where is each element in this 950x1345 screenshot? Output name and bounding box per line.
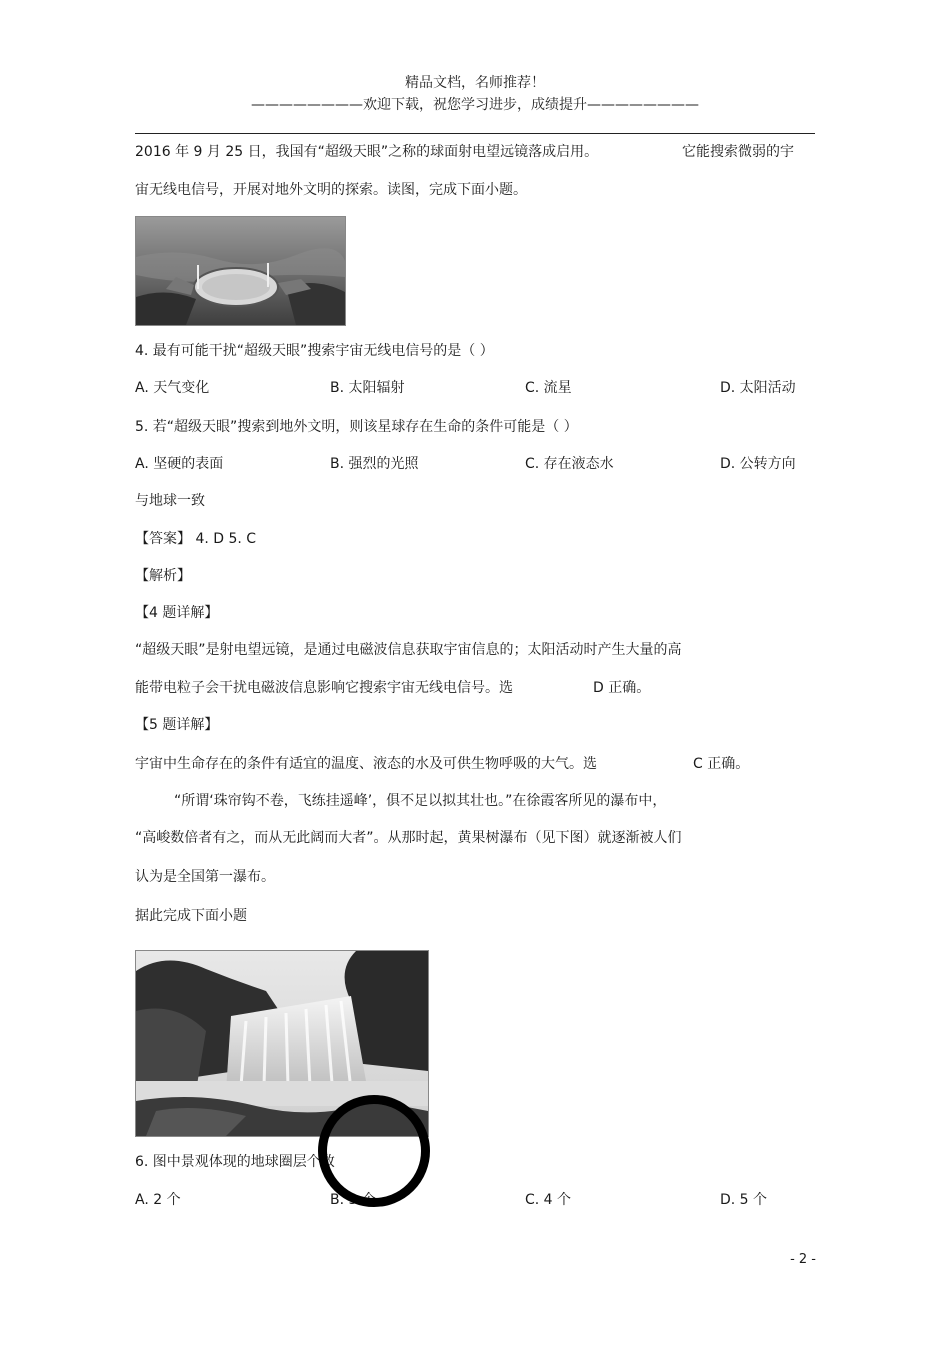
page-number: - 2 - — [790, 1252, 816, 1267]
answer: 【答案】 4. D 5. C — [135, 531, 257, 547]
q5-detail-line-1a: 宇宙中生命存在的条件有适宜的温度、液态的水及可供生物呼吸的大气。选 — [135, 756, 597, 772]
intro1-line-1a: 2016 年 9 月 25 日，我国有“超级天眼”之称的球面射电望远镜落成启用。 — [135, 144, 599, 160]
q5-option-d: D. 公转方向 — [720, 456, 796, 472]
q5-detail-line-1b: C 正确。 — [693, 756, 750, 772]
q6-stem: 6. 图中景观体现的地球圈层个数 — [135, 1154, 335, 1170]
q5-option-d-cont: 与地球一致 — [135, 493, 205, 509]
q4-option-a: A. 天气变化 — [135, 380, 210, 396]
q5-stem: 5. 若“超级天眼”搜索到地外文明，则该星球存在生命的条件可能是（ ） — [135, 419, 578, 435]
q4-detail-line-2b: D 正确。 — [593, 680, 651, 696]
q4-option-b: B. 太阳辐射 — [330, 380, 405, 396]
analysis-label: 【解析】 — [135, 568, 191, 584]
q4-detail-line-2a: 能带电粒子会干扰电磁波信息影响它搜索宇宙无线电信号。选 — [135, 680, 513, 696]
intro2-line-2: “高峻数倍者有之，而从无此阔而大者”。从那时起，黄果树瀑布（见下图）就逐渐被人们 — [135, 830, 682, 846]
q5-detail-title: 【5 题详解】 — [135, 717, 219, 733]
header-rule — [135, 133, 815, 134]
q6-option-a: A. 2 个 — [135, 1192, 181, 1208]
q4-stem: 4. 最有可能干扰“超级天眼”搜索宇宙无线电信号的是（ ） — [135, 343, 494, 359]
q5-option-c: C. 存在液态水 — [525, 456, 614, 472]
q6-option-d: D. 5 个 — [720, 1192, 768, 1208]
fast-telescope-photo — [135, 216, 346, 326]
intro1-line-2: 宙无线电信号，开展对地外文明的探索。读图，完成下面小题。 — [135, 182, 527, 198]
q4-option-d: D. 太阳活动 — [720, 380, 796, 396]
header-line-2: ————————欢迎下载，祝您学习进步，成绩提升———————— — [251, 97, 699, 113]
q6-option-c: C. 4 个 — [525, 1192, 572, 1208]
q6-option-b: B. 3 个 — [330, 1192, 376, 1208]
intro1-line-1b: 它能搜索微弱的宇 — [682, 144, 794, 160]
q4-detail-title: 【4 题详解】 — [135, 605, 219, 621]
intro2-line-3: 认为是全国第一瀑布。 — [135, 869, 275, 885]
q4-detail-line-1: “超级天眼”是射电望远镜，是通过电磁波信息获取宇宙信息的；太阳活动时产生大量的高 — [135, 642, 682, 658]
header-line-1: 精品文档，名师推荐！ — [405, 75, 545, 91]
circle-mark-icon — [318, 1095, 430, 1207]
intro2-line-4: 据此完成下面小题 — [135, 908, 247, 924]
q4-option-c: C. 流星 — [525, 380, 572, 396]
q5-option-b: B. 强烈的光照 — [330, 456, 419, 472]
intro2-line-1: “所谓‘珠帘钩不卷，飞练挂遥峰’，俱不足以拟其壮也。”在徐霞客所见的瀑布中， — [174, 793, 667, 809]
q5-option-a: A. 坚硬的表面 — [135, 456, 224, 472]
